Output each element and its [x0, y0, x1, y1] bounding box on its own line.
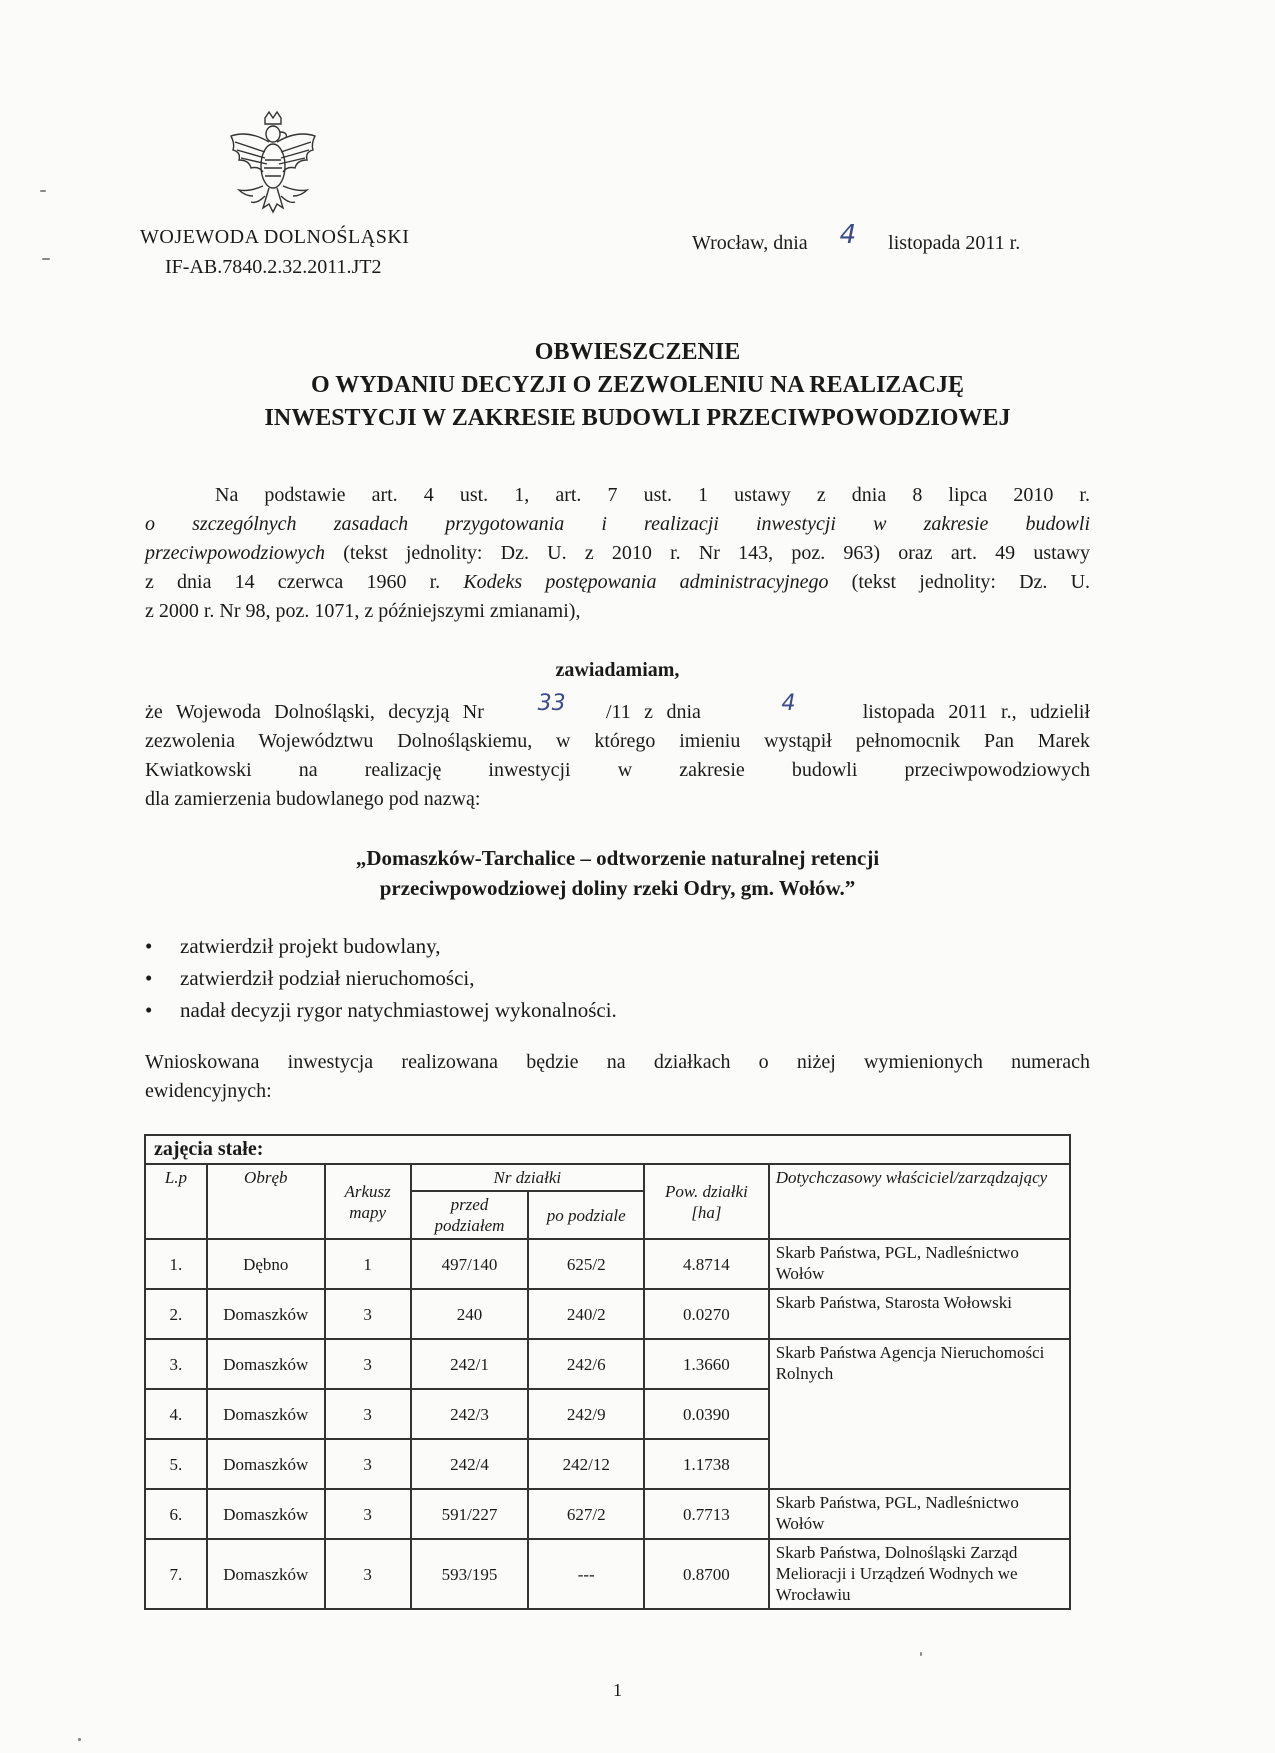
cell-obreb: Domaszków [207, 1439, 325, 1489]
cell-po: 242/6 [528, 1339, 644, 1389]
cell-po: 242/9 [528, 1389, 644, 1439]
cell-arkusz: 3 [325, 1339, 411, 1389]
cell-arkusz: 3 [325, 1489, 411, 1539]
header-pow: Pow. działki [ha] [644, 1164, 769, 1239]
header-arkusz: Arkusz mapy [325, 1164, 411, 1239]
table-caption: zajęcia stałe: [145, 1135, 1070, 1164]
code-name-italic: Kodeks postępowania administracyjnego [463, 571, 829, 593]
table-row [145, 1239, 1070, 1289]
cell-po: 627/2 [528, 1489, 644, 1539]
cell-obreb: Domaszków [207, 1389, 325, 1439]
legal-basis-line: z 2000 r. Nr 98, poz. 1071, z późniejszymi zmianami), [145, 600, 581, 622]
decision-line: zezwolenia Województwu Dolnośląskiemu, w którego imieniu wystąpił pełnomocnik Pan Marek [145, 730, 1090, 752]
cell-pow: 0.0390 [644, 1389, 769, 1439]
header-po: po podziale [528, 1191, 644, 1239]
legal-basis-paragraph [145, 481, 1090, 626]
list-item: • zatwierdził podział nieruchomości, [145, 962, 617, 994]
cell-lp: 4. [145, 1389, 207, 1439]
header-lp: L.p [145, 1164, 207, 1239]
legal-basis-text: z dnia 14 czerwca 1960 r. [145, 571, 464, 593]
cell-arkusz: 3 [325, 1289, 411, 1339]
cell-po: --- [528, 1539, 644, 1609]
project-name [0, 843, 1235, 903]
list-item: • zatwierdził projekt budowlany, [145, 930, 617, 962]
cell-przed: 242/4 [411, 1439, 529, 1489]
decision-paragraph [145, 691, 1091, 814]
decision-line: dla zamierzenia budowlanego pod nazwą: [145, 788, 481, 810]
project-name-line-1: „Domaszków-Tarchalice – odtworzenie naturalnej retencji [355, 846, 880, 870]
cell-owner: Skarb Państwa, PGL, Nadleśnictwo Wołów [769, 1489, 1070, 1539]
legal-basis-line [145, 568, 1090, 597]
decision-points-list [145, 930, 617, 1026]
cell-przed: 497/140 [411, 1239, 529, 1289]
list-item: • nadał decyzji rygor natychmiastowej wykonalności. [145, 994, 617, 1026]
date-prefix: Wrocław, dnia [692, 232, 808, 254]
decision-text: że Wojewoda Dolnośląski, decyzją Nr [145, 701, 484, 723]
cell-przed: 591/227 [411, 1489, 529, 1539]
header-nr-dzialki: Nr działki [411, 1164, 645, 1191]
plots-intro-line: Wnioskowana inwestycja realizowana będzie na działkach o niżej wymienionych numerach [145, 1051, 1090, 1073]
table-row [145, 1489, 1070, 1539]
cell-pow: 4.8714 [644, 1239, 769, 1289]
cell-pow: 0.7713 [644, 1489, 769, 1539]
header-przed: przed podziałem [411, 1191, 529, 1239]
legal-basis-line: Na podstawie art. 4 ust. 1, art. 7 ust. 1 ustawy z dnia 8 lipca 2010 r. [215, 484, 1090, 506]
handwritten-decision-number: 33 [537, 691, 566, 716]
cell-przed: 242/1 [411, 1339, 529, 1389]
cell-obreb: Dębno [207, 1239, 325, 1289]
cell-arkusz: 3 [325, 1389, 411, 1439]
cell-obreb: Domaszków [207, 1289, 325, 1339]
cell-pow: 1.1738 [644, 1439, 769, 1489]
cell-po: 240/2 [528, 1289, 644, 1339]
cell-obreb: Domaszków [207, 1339, 325, 1389]
table-caption-row [145, 1135, 1070, 1164]
plots-intro-line: ewidencyjnych: [145, 1080, 272, 1102]
reference-number: IF-AB.7840.2.32.2011.JT2 [165, 256, 382, 278]
decision-line [145, 691, 1091, 727]
document-subtitle-line-2: INWESTYCJI W ZAKRESIE BUDOWLI PRZECIWPOWODZIOWEJ [264, 405, 1011, 431]
legal-basis-text: (tekst jednolity: Dz. U. [828, 571, 1091, 593]
cell-przed: 242/3 [411, 1389, 529, 1439]
scan-speck [920, 1652, 922, 1656]
cell-pow: 1.3660 [644, 1339, 769, 1389]
cell-po: 242/12 [528, 1439, 644, 1489]
scan-speck [40, 190, 46, 192]
cell-arkusz: 3 [325, 1439, 411, 1489]
plots-table [144, 1134, 1071, 1610]
cell-po: 625/2 [528, 1239, 644, 1289]
cell-obreb: Domaszków [207, 1539, 325, 1609]
table-row [145, 1339, 1070, 1389]
handwritten-day: 4 [839, 220, 857, 250]
cell-arkusz: 3 [325, 1539, 411, 1609]
handwritten-decision-day: 4 [781, 691, 796, 716]
cell-lp: 3. [145, 1339, 207, 1389]
cell-pow: 0.0270 [644, 1289, 769, 1339]
project-name-line-2: przeciwpowodziowej doliny rzeki Odry, gm. Wołów.” [379, 876, 856, 900]
table-row [145, 1539, 1070, 1609]
decision-text: /11 z dnia [605, 701, 701, 723]
header-owner: Dotychczasowy właściciel/zarządzający [769, 1164, 1070, 1239]
legal-basis-line: o szczególnych zasadach przygotowania i realizacji inwestycji w zakresie budowli [145, 513, 1090, 535]
office-name: WOJEWODA DOLNOŚLĄSKI [140, 226, 410, 248]
cell-lp: 1. [145, 1239, 207, 1289]
cell-lp: 5. [145, 1439, 207, 1489]
cell-owner: Skarb Państwa Agencja Nieruchomości Rolnych [769, 1339, 1070, 1489]
cell-obreb: Domaszków [207, 1489, 325, 1539]
date-suffix: listopada 2011 r. [888, 232, 1021, 254]
scan-speck [42, 258, 50, 260]
decision-text: listopada 2011 r., udzielił [862, 701, 1091, 723]
table-header-row [145, 1164, 1070, 1191]
decision-line: Kwiatkowski na realizację inwestycji w zakresie budowli przeciwpowodziowych [145, 759, 1090, 781]
plots-intro-paragraph [145, 1048, 1090, 1106]
document-date [692, 220, 1021, 256]
cell-lp: 6. [145, 1489, 207, 1539]
scan-speck [78, 1738, 81, 1741]
cell-lp: 2. [145, 1289, 207, 1339]
cell-przed: 593/195 [411, 1539, 529, 1609]
polish-eagle-emblem-icon [225, 108, 321, 220]
document-title: OBWIESZCZENIE [534, 339, 741, 365]
legal-basis-line [145, 539, 1090, 568]
document-subtitle-line-1: O WYDANIU DECYZJI O ZEZWOLENIU NA REALIZACJĘ [310, 372, 964, 398]
table-row [145, 1289, 1070, 1339]
cell-owner: Skarb Państwa, PGL, Nadleśnictwo Wołów [769, 1239, 1070, 1289]
cell-pow: 0.8700 [644, 1539, 769, 1609]
cell-przed: 240 [411, 1289, 529, 1339]
notice-word: zawiadamiam, [555, 659, 680, 681]
legal-basis-text: (tekst jednolity: Dz. U. z 2010 r. Nr 143, poz. 963) oraz art. 49 ustawy [325, 542, 1090, 564]
page-number: 1 [613, 1680, 622, 1700]
header-obreb: Obręb [207, 1164, 325, 1239]
cell-owner: Skarb Państwa, Dolnośląski Zarząd Melioracji i Urządzeń Wodnych we Wrocławiu [769, 1539, 1070, 1609]
act-name-italic: przeciwpowodziowych [145, 542, 325, 564]
cell-lp: 7. [145, 1539, 207, 1609]
cell-owner: Skarb Państwa, Starosta Wołowski [769, 1289, 1070, 1339]
cell-arkusz: 1 [325, 1239, 411, 1289]
